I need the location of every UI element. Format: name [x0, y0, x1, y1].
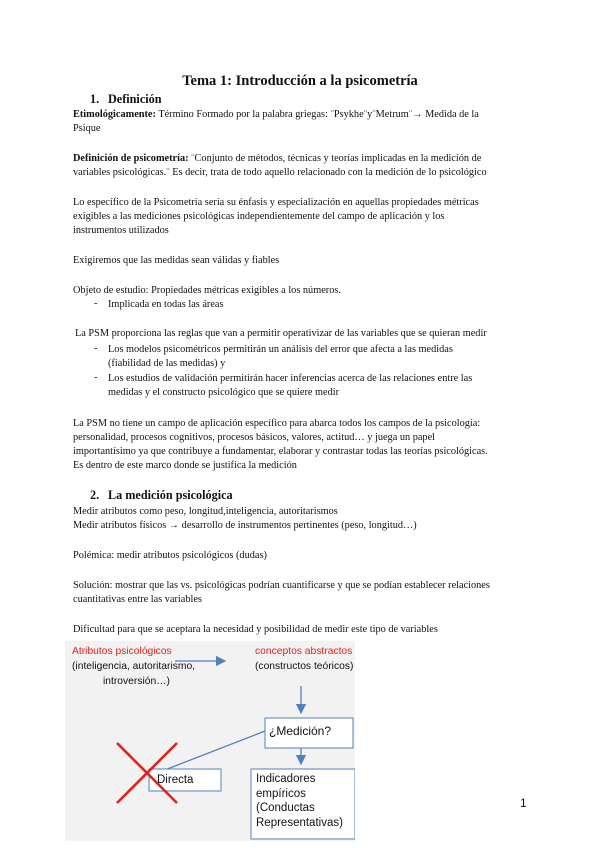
objeto-bullet: Implicada en todas las áreas: [108, 299, 224, 310]
attr-line1: (inteligencia, autoritarismo,: [72, 661, 196, 672]
definition-line1: [73, 152, 533, 166]
campo-line4: Es dentro de este marco donde se justifica la medición: [73, 460, 297, 471]
etymology-label: Etimológicamente:: [73, 109, 156, 120]
concept-title: conceptos abstractos: [255, 646, 353, 657]
concept-subtitle: (constructos teóricos): [255, 661, 354, 672]
dificultad-text: Dificultad para que se aceptara la necesidad y posibilidad de medir este tipo de variables: [73, 624, 438, 635]
indicadores-line3: (Conductas: [256, 802, 315, 814]
bullet-dash: -: [94, 372, 98, 383]
specific-line2: exigibles a las mediciones psicológicas independientemente del campo de aplicación y los: [73, 211, 445, 222]
line-medicion-to-directa: [157, 731, 265, 773]
indicadores-text: [256, 772, 343, 830]
indicadores-line1: Indicadores: [256, 773, 316, 785]
attr-title: Atributos psicológicos: [72, 646, 172, 657]
measurement-diagram: [65, 641, 355, 841]
campo-line3: importantísimo ya que contribuye a fundamentar, elaborar y contrastar todas las teorías psicológicas.: [73, 446, 488, 457]
campo-line2: personalidad, procesos cognitivos, procesos básicos, valores, actitud… y juega un papel: [73, 432, 436, 443]
indicadores-line2: empíricos: [256, 787, 306, 800]
etymology-line1: [73, 108, 533, 122]
definition-label: Definición de psicometría:: [73, 153, 189, 164]
section1-heading: Definición: [108, 92, 162, 106]
exigiremos-text: Exigiremos que las medidas sean válidas y fiables: [73, 255, 280, 266]
bullet-dash: -: [94, 298, 98, 309]
psm-bullet1-line1: Los modelos psicométricos permitirán un análisis del error que afecta a las medidas: [108, 344, 453, 355]
section2-number: 2.: [90, 488, 100, 502]
bullet-dash: -: [94, 343, 98, 354]
medir-line2: Medir atributos físicos → desarrollo de instrumentos pertinentes (peso, longitud…): [73, 520, 417, 531]
psm-bullet2-line1: Los estudios de validación permitirán hacer inferencias acerca de las relaciones entre las: [108, 373, 473, 384]
attr-line2: introversión…): [103, 676, 170, 687]
page-number: 1: [520, 796, 527, 810]
indicadores-line4: Representativas): [256, 816, 343, 829]
solucion-line2: cuantitativas entre las variables: [73, 594, 202, 605]
section2-heading: La medición psicológica: [108, 488, 233, 502]
section1-number: 1.: [90, 92, 100, 106]
etymology-line2: Psique: [73, 123, 101, 134]
objeto-text: Objeto de estudio: Propiedades métricas exigibles a los números.: [73, 285, 341, 296]
etymology-text: Término Formado por la palabra griegas: ¨Psykhe¨y¨Metrum¨→ Medida de la: [155, 109, 479, 120]
psm-text: La PSM proporciona las reglas que van a permitir operativizar de las variables que se quieran medir: [75, 328, 487, 339]
definition-line2: variables psicológicas.¨ Es decir, trata de todo aquello relacionado con la medición de lo psicológico: [73, 167, 487, 178]
psm-bullet1-line2: (fiabilidad de las medidas) y: [108, 358, 226, 369]
specific-line3: instrumentos utilizados: [73, 225, 169, 236]
page-title: Tema 1: Introducción a la psicometría: [182, 73, 418, 89]
medicion-label: ¿Medición?: [269, 724, 332, 738]
campo-line1: La PSM no tiene un campo de aplicación específico para abarca todos los campos de la psicología:: [73, 418, 481, 429]
psm-bullet2-line2: medidas y el constructo psicológico que se quiere medir: [108, 387, 340, 398]
medir-line1: Medir atributos como peso, longitud,inteligencia, autoritarismos: [73, 506, 338, 517]
definition-text: ¨Conjunto de métodos, técnicas y teorías implicadas en la medición de: [188, 153, 482, 164]
polemica-text: Polémica: medir atributos psicológicos (dudas): [73, 550, 267, 561]
specific-line1: Lo específico de la Psicometría sería su énfasis y especialización en aquellas propiedades métricas: [73, 197, 479, 208]
solucion-line1: Solución: mostrar que las vs. psicológicas podrían cuantificarse y que se podían establecer relaciones: [73, 580, 490, 591]
directa-label: Directa: [157, 774, 194, 786]
